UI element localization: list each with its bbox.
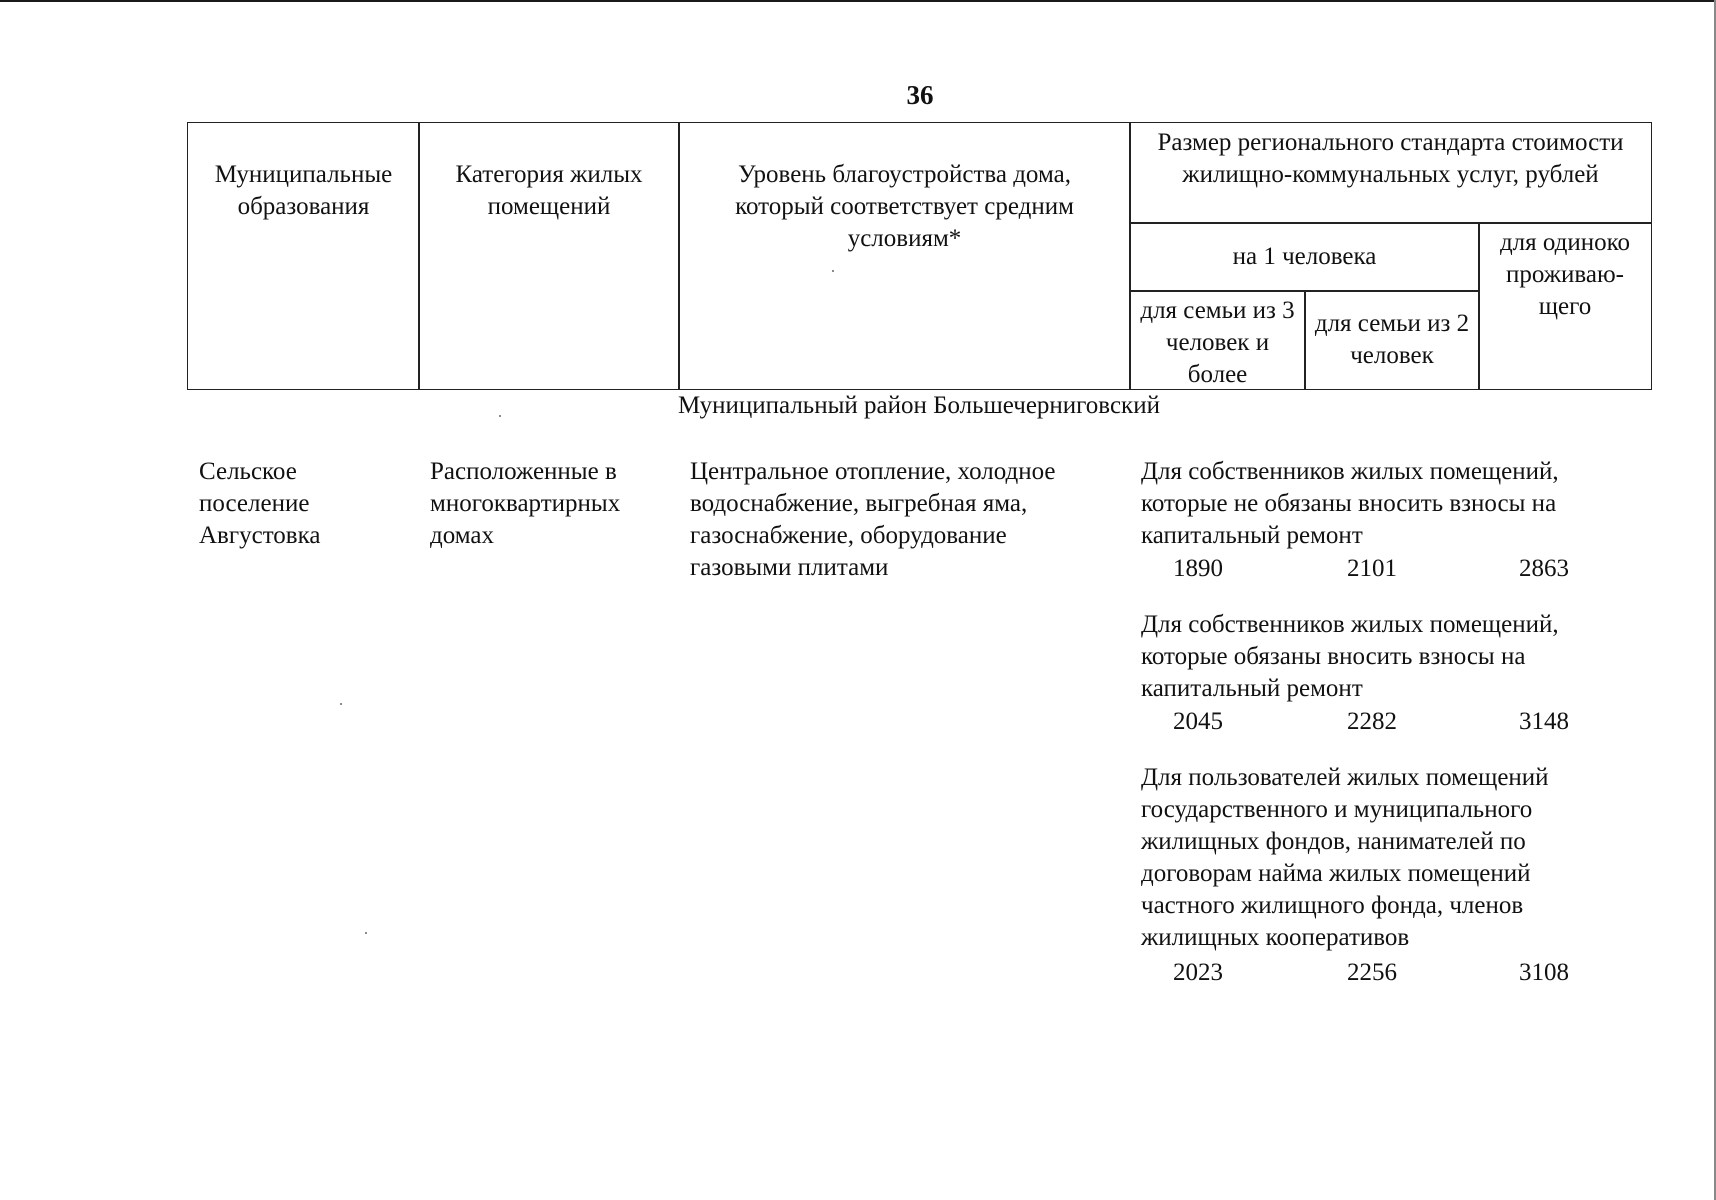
group-3-value-family3: 2023 [1173, 959, 1223, 986]
page-number: 36 [906, 80, 934, 110]
group-3-value-single: 3108 [1519, 959, 1569, 986]
group-2-value-single: 3148 [1519, 708, 1569, 735]
section-title: Муниципальный район Большечерниговский [678, 392, 1160, 419]
group-3-values [1130, 957, 1670, 989]
group-2-title: Для собственников жилых помещений, которые обязаны вносить взносы на капитальный ремонт [1141, 611, 1559, 702]
group-2-values [1130, 706, 1670, 738]
header-category: Категория жилых помещений [418, 122, 680, 390]
scan-speck [499, 415, 501, 417]
scan-speck [340, 703, 342, 705]
group-3-title: Для пользователей жилых помещений государственного и муниципального жилищных фондов, нанимателей по договорам найма жилых помещений частного жилищного фонда, членов жилищных кооперативов [1141, 764, 1549, 951]
group-2-value-family3: 2045 [1173, 708, 1223, 735]
header-amenities: Уровень благоустройства дома, который соответствует средним условиям* [678, 122, 1131, 390]
scan-top-border [0, 0, 1716, 2]
group-1-value-family3: 1890 [1173, 555, 1223, 582]
group-3-value-family2: 2256 [1347, 959, 1397, 986]
group-2-value-family2: 2282 [1347, 708, 1397, 735]
header-single: для одиноко проживаю-щего [1478, 222, 1652, 390]
header-family-3: для семьи из 3 человек и более [1129, 290, 1306, 390]
header-standard: Размер регионального стандарта стоимости жилищно-коммунальных услуг, рублей [1129, 122, 1652, 224]
group-1-values [1130, 553, 1670, 585]
header-per-person: на 1 человека [1129, 222, 1480, 292]
group-1-title: Для собственников жилых помещений, которые не обязаны вносить взносы на капитальный ремонт [1141, 458, 1559, 549]
row-category: Расположенные в многоквартирных домах [430, 458, 621, 549]
header-municipalities: Муниципальные образования [187, 122, 420, 390]
scan-speck [832, 270, 834, 272]
row-municipality: Сельское поселение Августовка [199, 458, 321, 549]
group-1-value-single: 2863 [1519, 555, 1569, 582]
group-1-value-family2: 2101 [1347, 555, 1397, 582]
scan-speck [365, 932, 367, 934]
header-family-2: для семьи из 2 человек [1304, 290, 1480, 390]
row-amenities: Центральное отопление, холодное водоснабжение, выгребная яма, газоснабжение, оборудование газовыми плитами [690, 458, 1056, 581]
